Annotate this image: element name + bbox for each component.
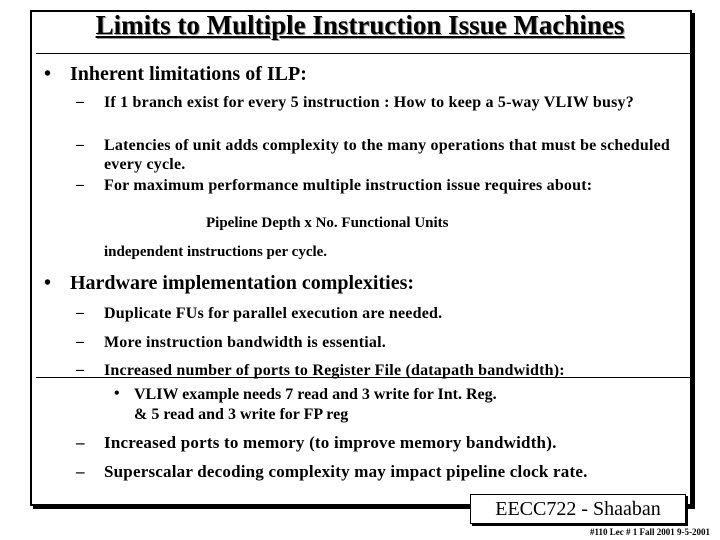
dash-icon: – — [76, 304, 85, 321]
dash-icon: – — [76, 433, 85, 452]
course-footer-box: EECC722 - Shaaban — [470, 494, 686, 524]
dash-icon: – — [76, 462, 85, 481]
inner-divider — [36, 377, 690, 378]
dash-icon: – — [76, 361, 85, 378]
dash-icon: – — [76, 176, 85, 193]
sub-list-item-text: VLIW example needs 7 read and 3 write for Int. Reg. — [134, 386, 497, 403]
slide-info-footer: #110 Lec # 1 Fall 2001 9-5-2001 — [590, 527, 710, 537]
list-item-text: Latencies of unit adds complexity to the many operations that must be scheduled every cycle. — [104, 137, 671, 173]
list-item-text: For maximum performance multiple instruction issue requires about: — [104, 177, 593, 194]
formula-line: Pipeline Depth x No. Functional Units — [206, 215, 449, 231]
list-item-text: If 1 branch exist for every 5 instruction : How to keep a 5-way VLIW busy? — [104, 94, 634, 111]
sub-list-item-text: & 5 read and 3 write for FP reg — [134, 406, 349, 423]
list-item-text: Increased number of ports to Register File (datapath bandwidth): — [104, 362, 565, 379]
bullet-icon: • — [114, 385, 120, 402]
title-divider — [36, 53, 690, 54]
dash-icon: – — [76, 136, 85, 153]
slide-title: Limits to Multiple Instruction Issue Machines — [95, 10, 625, 40]
dash-icon: – — [76, 93, 85, 110]
list-item-text: Duplicate FUs for parallel execution are needed. — [104, 305, 443, 322]
dash-icon: – — [76, 333, 85, 350]
list-item-text: Increased ports to memory (to improve memory bandwidth). — [104, 433, 557, 452]
formula-tail: independent instructions per cycle. — [104, 244, 328, 260]
section-heading: Inherent limitations of ILP: — [70, 63, 307, 85]
section-heading: Hardware implementation complexities: — [70, 272, 415, 294]
list-item-text: Superscalar decoding complexity may impact pipeline clock rate. — [104, 462, 588, 481]
bullet-icon: • — [44, 272, 52, 294]
bullet-icon: • — [44, 63, 52, 85]
list-item-text: More instruction bandwidth is essential. — [104, 334, 386, 351]
